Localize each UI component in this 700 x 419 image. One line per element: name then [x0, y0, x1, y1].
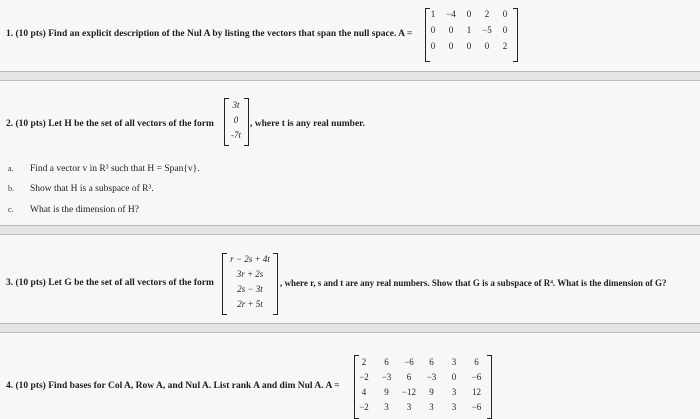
- vector-entry: 2s − 3t: [237, 284, 263, 294]
- matrix-entry: 0: [430, 41, 436, 51]
- matrix-entry: 0: [448, 25, 454, 35]
- question-2-card: [0, 80, 700, 226]
- part-text: Find a vector v in R³ such that H = Span{v}.: [30, 164, 200, 174]
- question-1-card: [0, 0, 700, 72]
- question-2-part-a: [8, 164, 200, 174]
- part-letter: b.: [8, 184, 14, 193]
- matrix-entry: 6: [474, 357, 479, 367]
- matrix-entry: 3: [429, 402, 434, 412]
- matrix-entry: 0: [502, 25, 508, 35]
- matrix-entry: 12: [472, 387, 481, 397]
- question-2-trail: , where t is any real number.: [250, 119, 365, 129]
- matrix-entry: 2: [484, 9, 490, 19]
- vector-entry: -7t: [231, 130, 241, 140]
- part-letter: c.: [8, 205, 14, 214]
- matrix-entry: 0: [430, 25, 436, 35]
- matrix-entry: −5: [482, 25, 492, 35]
- vector-entry: 0: [233, 115, 239, 125]
- matrix-entry: 0: [502, 9, 508, 19]
- separator: [0, 324, 700, 332]
- question-2-part-c: [8, 205, 139, 215]
- matrix-entry: −3: [381, 372, 392, 382]
- matrix-entry: −12: [401, 387, 417, 397]
- question-3-lead: 3. (10 pts) Let G be the set of all vectors of the form: [6, 278, 214, 288]
- matrix-entry: 0: [448, 41, 454, 51]
- matrix-entry: −4: [446, 9, 456, 19]
- part-letter: a.: [8, 164, 14, 173]
- matrix-entry: 1: [466, 25, 472, 35]
- question-2-part-b: [8, 184, 154, 194]
- matrix-entry: 0: [466, 9, 472, 19]
- matrix-entry: 9: [429, 387, 434, 397]
- matrix-right-bracket: [487, 355, 492, 419]
- separator: [0, 72, 700, 80]
- part-text: Show that H is a subspace of R³.: [30, 184, 154, 194]
- vector-entry: 3t: [232, 100, 240, 110]
- question-3-card: [0, 234, 700, 324]
- matrix-entry: 6: [384, 357, 389, 367]
- question-3-trail: , where r, s and t are any real numbers. Show that G is a subspace of R⁴. What is the dimension of G?: [280, 278, 667, 288]
- matrix-entry: 2: [361, 357, 367, 367]
- matrix-entry: −2: [359, 402, 369, 412]
- matrix-entry: 3: [451, 387, 457, 397]
- matrix-entry: 0: [466, 41, 472, 51]
- matrix-entry: 3: [451, 357, 457, 367]
- question-1-text: 1. (10 pts) Find an explicit description of the Nul A by listing the vectors that span the null space. A =: [6, 29, 413, 39]
- matrix-entry: 1: [430, 9, 436, 19]
- vector-entry: r − 2s + 4t: [230, 254, 270, 264]
- question-4-card: [0, 332, 700, 418]
- matrix-entry: 0: [451, 372, 457, 382]
- matrix-entry: 0: [484, 41, 490, 51]
- matrix-entry: 3: [451, 402, 457, 412]
- vector-entry: 3r + 2s: [236, 269, 264, 279]
- matrix-entry: 2: [502, 41, 508, 51]
- question-2-lead: 2. (10 pts) Let H be the set of all vectors of the form: [6, 119, 214, 129]
- matrix-entry: −3: [426, 372, 437, 382]
- matrix-entry: 9: [384, 387, 389, 397]
- matrix-entry: 6: [429, 357, 434, 367]
- vector-entry: 2r + 5t: [237, 299, 263, 309]
- matrix-entry: −6: [471, 372, 482, 382]
- part-text: What is the dimension of H?: [30, 205, 139, 215]
- separator: [0, 226, 700, 234]
- matrix-entry: 3: [406, 402, 412, 412]
- matrix-entry: −2: [359, 372, 369, 382]
- question-4-text: 4. (10 pts) Find bases for Col A, Row A, and Nul A. List rank A and dim Nul A. A =: [6, 381, 340, 391]
- matrix-entry: −6: [404, 357, 414, 367]
- matrix-entry: 4: [361, 387, 367, 397]
- matrix-entry: −6: [471, 402, 482, 412]
- matrix-entry: 6: [406, 372, 412, 382]
- matrix-entry: 3: [384, 402, 389, 412]
